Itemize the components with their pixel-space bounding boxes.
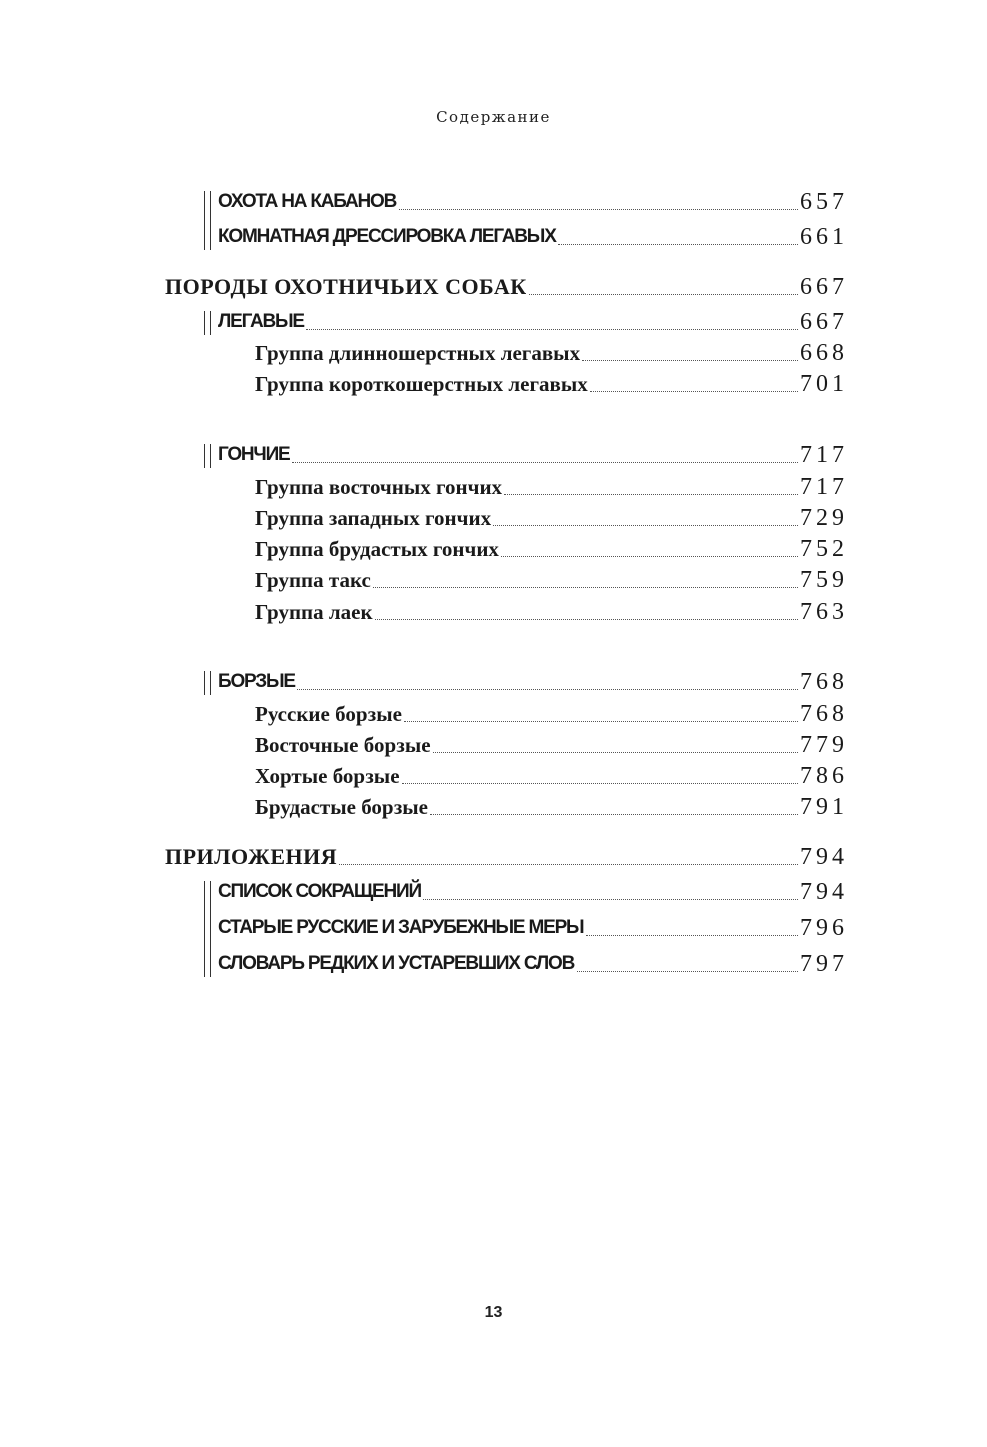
toc-entry[interactable] — [165, 272, 848, 302]
toc-entry[interactable] — [255, 338, 848, 368]
toc-entry[interactable] — [165, 842, 848, 872]
toc-entry[interactable] — [255, 369, 848, 399]
toc-entry[interactable] — [218, 949, 848, 979]
toc-entry-page: 794 — [800, 844, 848, 870]
dot-leader — [493, 525, 798, 526]
toc-entry-page: 786 — [800, 763, 848, 789]
toc-entry[interactable] — [218, 307, 848, 337]
toc-entry-title: БОРЗЫЕ — [218, 671, 295, 692]
toc-entry-title: Группа длинношерстных легавых — [255, 341, 581, 365]
toc-entry-title: Восточные борзые — [255, 733, 431, 757]
dot-leader — [375, 619, 798, 620]
toc-entry-title: Группа западных гончих — [255, 506, 492, 530]
dot-leader — [430, 814, 798, 815]
toc-entry-title: Брудастые борзые — [255, 795, 429, 819]
toc-entry-page: 717 — [800, 474, 848, 500]
toc-entry[interactable] — [218, 222, 848, 252]
toc-entry-page: 667 — [800, 309, 848, 335]
toc-entry-page: 768 — [800, 669, 848, 695]
toc-entry[interactable] — [255, 761, 848, 791]
dot-leader — [590, 391, 798, 392]
toc-entry-page: 768 — [800, 701, 848, 727]
toc-entry[interactable] — [218, 667, 848, 697]
toc-entry[interactable] — [255, 503, 848, 533]
dot-leader — [423, 899, 798, 900]
toc-entry-title: Хортые борзые — [255, 764, 400, 788]
toc-entry-page: 717 — [800, 442, 848, 468]
toc-entry-page: 791 — [800, 794, 848, 820]
dot-leader — [504, 494, 798, 495]
toc-entry-page: 701 — [800, 371, 848, 397]
chapter-marker-bars — [204, 881, 211, 977]
toc-entry-title: КОМНАТНАЯ ДРЕССИРОВКА ЛЕГАВЫХ — [218, 226, 556, 247]
toc-entry-title: Группа такс — [255, 568, 371, 592]
chapter-marker-bars — [204, 191, 211, 250]
toc-entry-page: 797 — [800, 951, 848, 977]
dot-leader — [404, 721, 798, 722]
running-head: Содержание — [436, 108, 551, 126]
dot-leader — [558, 244, 798, 245]
toc-entry[interactable] — [255, 792, 848, 822]
toc-entry-page: 763 — [800, 599, 848, 625]
toc-entry-title: Группа лаек — [255, 600, 373, 624]
toc-entry[interactable] — [218, 440, 848, 470]
toc-entry[interactable] — [255, 699, 848, 729]
chapter-marker-bars — [204, 311, 211, 335]
toc-entry-page: 796 — [800, 915, 848, 941]
toc-entry-title: ПРИЛОЖЕНИЯ — [165, 844, 338, 869]
toc-entry-title: ЛЕГАВЫЕ — [218, 311, 304, 332]
toc-entry[interactable] — [218, 877, 848, 907]
toc-entry-page: 657 — [800, 189, 848, 215]
toc-entry-title: СПИСОК СОКРАЩЕНИЙ — [218, 881, 421, 902]
chapter-marker-bars — [204, 671, 211, 695]
toc-entry-page: 794 — [800, 879, 848, 905]
chapter-marker-bars — [204, 444, 211, 468]
toc-entry-page: 779 — [800, 732, 848, 758]
toc-entry-page: 667 — [800, 274, 848, 300]
dot-leader — [292, 462, 798, 463]
dot-leader — [586, 935, 798, 936]
toc-entry-page: 729 — [800, 505, 848, 531]
toc-entry-title: Группа восточных гончих — [255, 475, 503, 499]
toc-entry-title: СТАРЫЕ РУССКИЕ И ЗАРУБЕЖНЫЕ МЕРЫ — [218, 917, 584, 938]
toc-entry-page: 752 — [800, 536, 848, 562]
dot-leader — [402, 783, 798, 784]
dot-leader — [577, 971, 798, 972]
toc-entry[interactable] — [255, 472, 848, 502]
dot-leader — [433, 752, 798, 753]
dot-leader — [306, 329, 798, 330]
dot-leader — [339, 864, 798, 865]
toc-entry[interactable] — [255, 565, 848, 595]
page-number: 13 — [484, 1304, 503, 1321]
toc-entry-title: Группа брудастых гончих — [255, 537, 499, 561]
toc-entry-title: ОХОТА НА КАБАНОВ — [218, 191, 397, 212]
dot-leader — [399, 209, 798, 210]
dot-leader — [297, 689, 798, 690]
toc-entry-title: СЛОВАРЬ РЕДКИХ И УСТАРЕВШИХ СЛОВ — [218, 953, 575, 974]
dot-leader — [501, 556, 798, 557]
dot-leader — [373, 587, 798, 588]
toc-entry-page: 661 — [800, 224, 848, 250]
toc-entry-page: 759 — [800, 567, 848, 593]
toc-entry-title: ПОРОДЫ ОХОТНИЧЬИХ СОБАК — [165, 274, 527, 299]
dot-leader — [582, 360, 798, 361]
dot-leader — [529, 294, 798, 295]
toc-entry[interactable] — [255, 597, 848, 627]
toc-entry[interactable] — [255, 730, 848, 760]
toc-entry-page: 668 — [800, 340, 848, 366]
toc-entry-title: Русские борзые — [255, 702, 402, 726]
toc-entry[interactable] — [218, 187, 848, 217]
toc-entry-title: Группа короткошерстных легавых — [255, 372, 588, 396]
toc-entry-title: ГОНЧИЕ — [218, 444, 290, 465]
toc-entry[interactable] — [255, 534, 848, 564]
toc-entry[interactable] — [218, 913, 848, 943]
